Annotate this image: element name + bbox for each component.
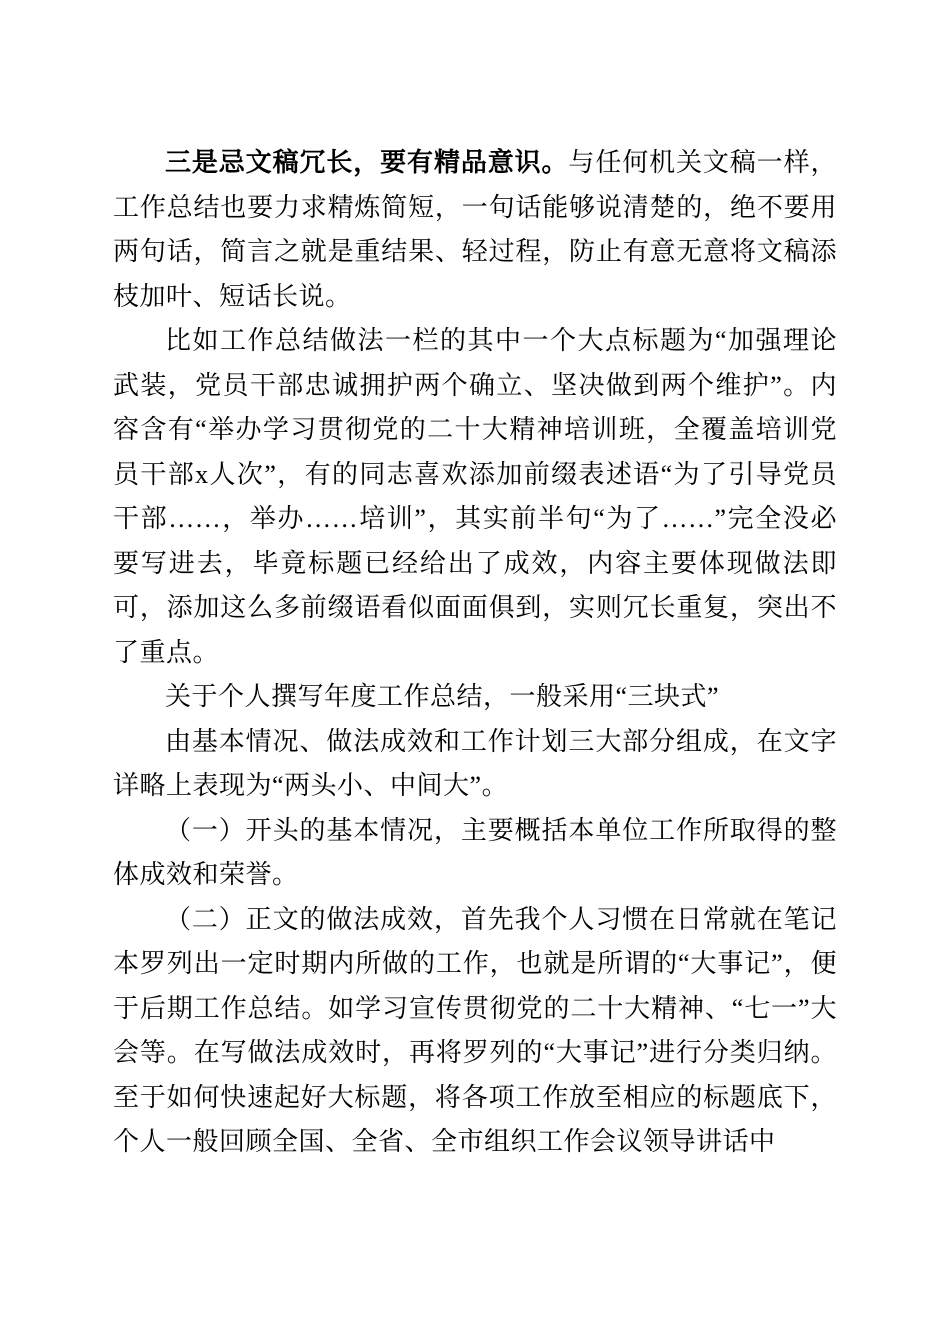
paragraph [113,141,837,319]
paragraph [113,809,837,898]
paragraph [113,319,837,675]
text-run-bold: 三是忌文稿冗长，要有精品意识。 [165,148,569,177]
paragraph [113,675,837,720]
text-run: 比如工作总结做法一栏的其中一个大点标题为“加强理论武装，党员干部忠诚拥护两个确立、坚决做到两个维护”。内容含有“举办学习贯彻党的二十大精神培训班，全覆盖培训党员干部x人次”，有的同志喜欢添加前缀表述语“为了引导党员干部……，举办……培训”，其实前半句“为了……”完全没必要写进去，毕竟标题已经给出了成效，内容主要体现做法即可，添加这么多前缀语看似面面俱到，实则冗长重复，突出不了重点。 [113,326,837,667]
text-run: 与任何机关文稿一样，工作总结也要力求精炼简短，一句话能够说清楚的，绝不要用两句话，简言之就是重结果、轻过程，防止有意无意将文稿添枝加叶、短话长说。 [113,148,837,311]
paragraph [113,898,837,1165]
text-run: 关于个人撰写年度工作总结，一般采用“三块式” [165,682,720,711]
paragraph [113,720,837,809]
text-run: （一）开头的基本情况，主要概括本单位工作所取得的整体成效和荣誉。 [113,815,837,889]
text-run: 由基本情况、做法成效和工作计划三大部分组成，在文字详略上表现为“两头小、中间大”。 [113,726,837,800]
text-run: （二）正文的做法成效，首先我个人习惯在日常就在笔记本罗列出一定时期内所做的工作，也就是所谓的“大事记”，便于后期工作总结。如学习宣传贯彻党的二十大精神、“七一”大会等。在写做法成效时，再将罗列的“大事记”进行分类归纳。至于如何快速起好大标题，将各项工作放至相应的标题底下，个人一般回顾全国、全省、全市组织工作会议领导讲话中 [113,904,837,1156]
document-body [113,141,837,1165]
